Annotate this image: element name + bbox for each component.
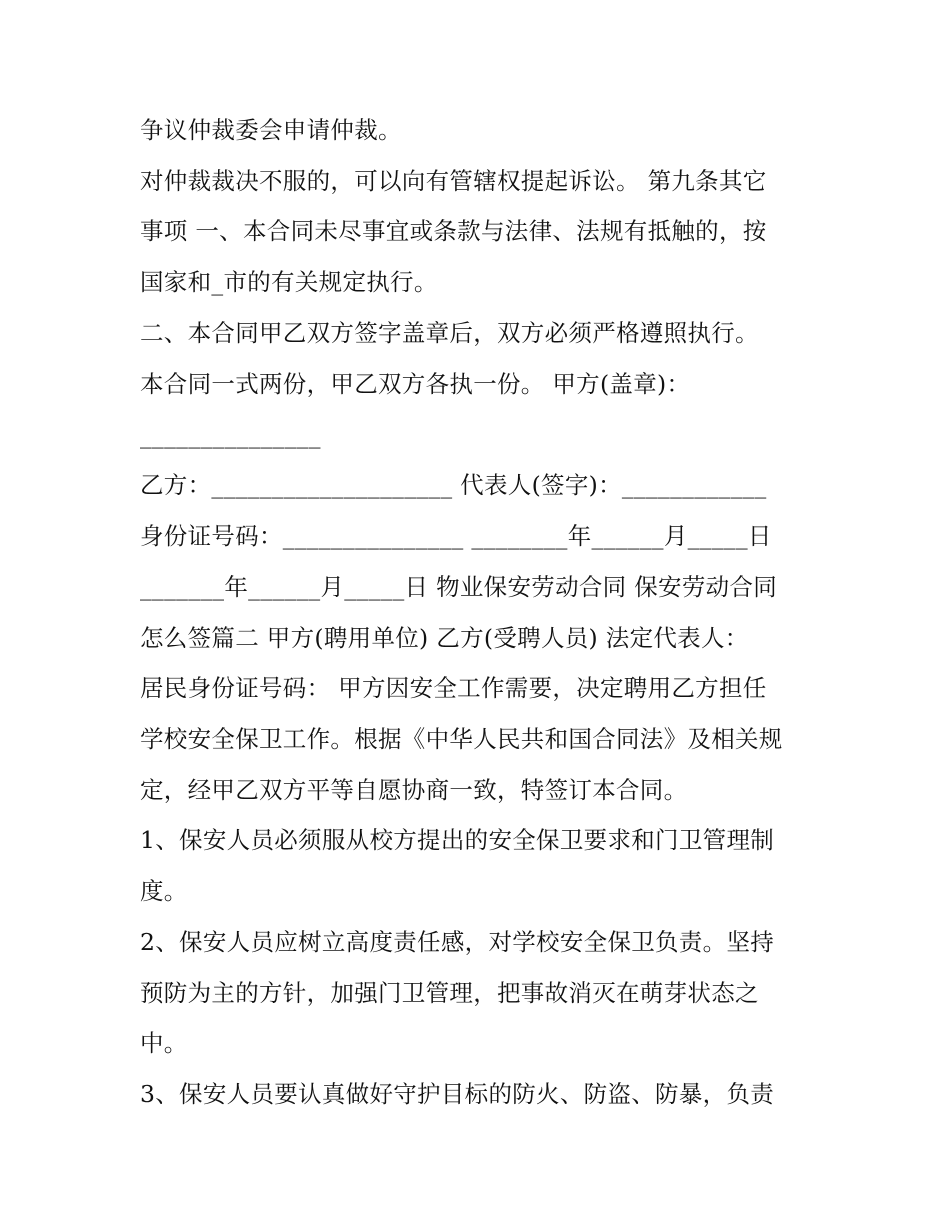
- text-line-party-b-representative: 乙方：____________________ 代表人(签字)：____________: [140, 471, 767, 499]
- text-line-clause-three: 3、保安人员要认真做好守护目标的防火、防盗、防暴，负责: [140, 1080, 775, 1108]
- text-line-agreement-basis: 定，经甲乙双方平等自愿协商一致，特签订本合同。: [140, 776, 688, 804]
- text-line-clause-two-cont: 预防为主的方针，加强门卫管理，把事故消灭在萌芽状态之: [140, 979, 759, 1007]
- text-line-school-security: 学校安全保卫工作。根据《中华人民共和国合同法》及相关规: [140, 725, 783, 753]
- text-line-arbitration-application: 争议仲裁委会申请仲裁。: [140, 116, 402, 144]
- text-line-clause-one-end: 度。: [140, 877, 188, 905]
- text-line-date-contract-title: _______年______月_____日 物业保安劳动合同 保安劳动合同: [140, 573, 778, 601]
- signature-blank-party-a: _______________: [140, 421, 321, 449]
- text-line-litigation-article-nine: 对仲裁裁决不服的，可以向有管辖权提起诉讼。 第九条其它: [140, 167, 767, 195]
- text-line-part-two-parties: 怎么签篇二 甲方(聘用单位) 乙方(受聘人员) 法定代表人：: [140, 624, 749, 652]
- text-line-resident-id: 居民身份证号码： 甲方因安全工作需要，决定聘用乙方担任: [140, 674, 767, 702]
- text-line-clause-one: 1、保安人员必须服从校方提出的安全保卫要求和门卫管理制: [140, 826, 775, 854]
- text-line-signature-effect: 二、本合同甲乙双方签字盖章后，双方必须严格遵照执行。: [140, 319, 759, 347]
- text-line-id-number-date: 身份证号码：_______________ ________年______月_____日: [140, 522, 772, 550]
- text-line-national-regulations: 国家和_市的有关规定执行。: [140, 268, 438, 296]
- text-line-other-matters: 事项 一、本合同未尽事宜或条款与法律、法规有抵触的，按: [140, 217, 767, 245]
- text-line-two-copies-party-a: 本合同一式两份，甲乙双方各执一份。 甲方(盖章)：: [140, 370, 691, 398]
- text-line-clause-two-end: 中。: [140, 1029, 188, 1057]
- text-line-clause-two: 2、保安人员应树立高度责任感，对学校安全保卫负责。坚持: [140, 928, 775, 956]
